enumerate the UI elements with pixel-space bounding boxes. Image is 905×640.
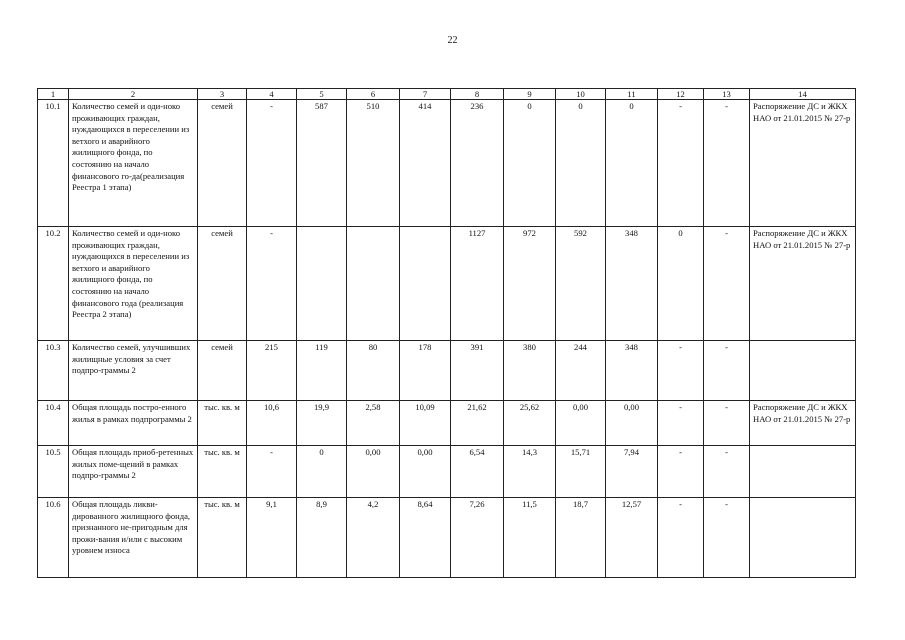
value-cell: 348 [606,227,658,341]
value-cell: 414 [400,100,451,227]
header-cell: 5 [297,89,347,100]
row-source [750,446,856,498]
row-unit: тыс. кв. м [198,401,247,446]
table-row [38,227,856,341]
value-cell: 244 [556,341,606,401]
value-cell [400,227,451,341]
value-cell: - [658,100,704,227]
value-cell: 8,64 [400,498,451,578]
value-cell: - [704,401,750,446]
value-cell: 18,7 [556,498,606,578]
value-cell: - [658,446,704,498]
value-cell: 391 [451,341,504,401]
value-cell: 19,9 [297,401,347,446]
value-cell: 0 [606,100,658,227]
value-cell [297,227,347,341]
row-description: Количество семей и оди-ноко проживающих граждан, нуждающихся в переселении из ветхого и аварийного жилищного фонда, по состоянию на начало финансового года (реализация Реестра 2 этапа) [69,227,198,341]
value-cell: 25,62 [504,401,556,446]
value-cell: 12,57 [606,498,658,578]
value-cell: 0,00 [556,401,606,446]
header-cell: 8 [451,89,504,100]
value-cell: 592 [556,227,606,341]
row-source [750,341,856,401]
header-cell: 2 [69,89,198,100]
value-cell: - [247,227,297,341]
value-cell: 0 [504,100,556,227]
header-cell: 13 [704,89,750,100]
value-cell: 1127 [451,227,504,341]
value-cell: 14,3 [504,446,556,498]
table-row [38,446,856,498]
row-unit: тыс. кв. м [198,498,247,578]
value-cell: - [704,446,750,498]
value-cell: 11,5 [504,498,556,578]
row-source: Распоряжение ДС и ЖКХ НАО от 21.01.2015 № 27-р [750,401,856,446]
header-cell: 4 [247,89,297,100]
value-cell: 10,09 [400,401,451,446]
value-cell: 510 [347,100,400,227]
value-cell: 2,58 [347,401,400,446]
indicators-table [37,88,856,578]
row-source: Распоряжение ДС и ЖКХ НАО от 21.01.2015 № 27-р [750,100,856,227]
value-cell: 21,62 [451,401,504,446]
row-description: Общая площадь ликви-дированного жилищного фонда, признанного не-пригодным для прожи-вания и/или с высоким уровнем износа [69,498,198,578]
row-description: Общая площадь приоб-ретенных жилых поме-щений в рамках подпро-граммы 2 [69,446,198,498]
row-id: 10.4 [38,401,69,446]
table-row [38,498,856,578]
value-cell: 0 [556,100,606,227]
value-cell: 0,00 [400,446,451,498]
row-id: 10.2 [38,227,69,341]
value-cell: 972 [504,227,556,341]
value-cell: 0,00 [347,446,400,498]
row-source [750,498,856,578]
value-cell: 236 [451,100,504,227]
value-cell: - [658,401,704,446]
page-number: 22 [447,35,458,46]
row-description: Количество семей, улучшивших жилищные условия за счет подпро-граммы 2 [69,341,198,401]
row-id: 10.5 [38,446,69,498]
header-cell: 6 [347,89,400,100]
header-cell: 7 [400,89,451,100]
row-description: Количество семей и оди-ноко проживающих граждан, нуждающихся в переселении из ветхого и аварийного жилищного фонда, по состоянию на начало финансового го-да(реализация Реестра 1 этапа) [69,100,198,227]
value-cell: - [704,100,750,227]
value-cell: 9,1 [247,498,297,578]
value-cell: - [704,498,750,578]
row-id: 10.6 [38,498,69,578]
header-cell: 14 [750,89,856,100]
header-cell: 12 [658,89,704,100]
value-cell: 8,9 [297,498,347,578]
value-cell: 587 [297,100,347,227]
value-cell: 10,6 [247,401,297,446]
row-unit: семей [198,100,247,227]
row-unit: семей [198,227,247,341]
row-source: Распоряжение ДС и ЖКХ НАО от 21.01.2015 № 27-р [750,227,856,341]
value-cell: - [247,100,297,227]
value-cell: 4,2 [347,498,400,578]
table-header-row [38,89,856,100]
value-cell: 119 [297,341,347,401]
row-unit: семей [198,341,247,401]
table-row [38,341,856,401]
value-cell: 380 [504,341,556,401]
value-cell: - [658,498,704,578]
header-cell: 3 [198,89,247,100]
value-cell: - [704,341,750,401]
value-cell: 7,26 [451,498,504,578]
value-cell: 80 [347,341,400,401]
row-unit: тыс. кв. м [198,446,247,498]
value-cell: - [704,227,750,341]
row-id: 10.3 [38,341,69,401]
header-cell: 1 [38,89,69,100]
row-id: 10.1 [38,100,69,227]
header-cell: 10 [556,89,606,100]
header-cell: 9 [504,89,556,100]
value-cell: 348 [606,341,658,401]
value-cell: 0 [297,446,347,498]
value-cell: 0,00 [606,401,658,446]
header-cell: 11 [606,89,658,100]
value-cell [347,227,400,341]
value-cell: - [247,446,297,498]
row-description: Общая площадь постро-енного жилья в рамках подпрограммы 2 [69,401,198,446]
value-cell: - [658,341,704,401]
value-cell: 0 [658,227,704,341]
value-cell: 15,71 [556,446,606,498]
value-cell: 7,94 [606,446,658,498]
value-cell: 215 [247,341,297,401]
value-cell: 6,54 [451,446,504,498]
table-row [38,100,856,227]
table-row [38,401,856,446]
value-cell: 178 [400,341,451,401]
